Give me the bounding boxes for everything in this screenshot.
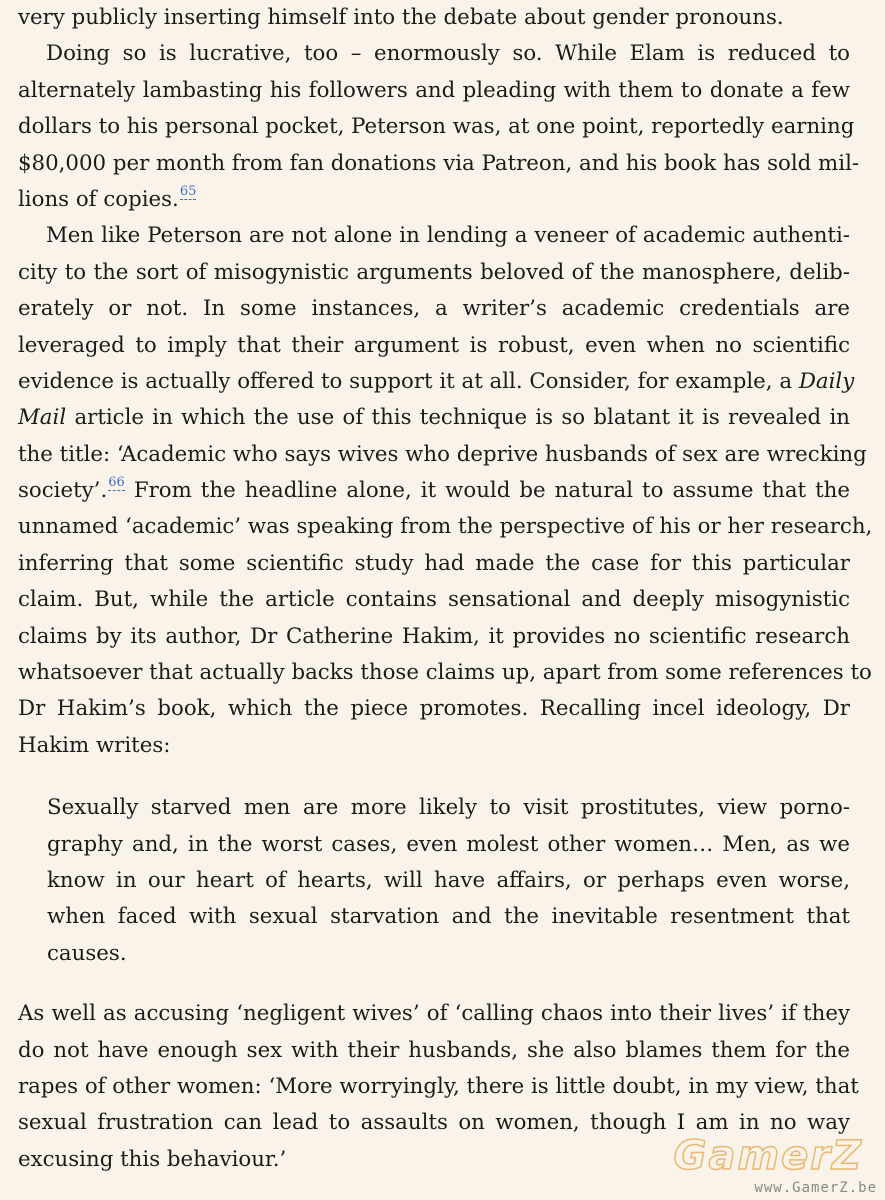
quote-line: causes.	[47, 940, 127, 966]
spacer	[18, 972, 850, 996]
text-line: unnamed ‘academic’ was speaking from the perspective of his or her research,	[18, 514, 873, 540]
blockquote	[47, 790, 850, 972]
text-line: city to the sort of misogynistic arguments beloved of the manosphere, delib-	[18, 259, 850, 285]
text-line: whatsoever that actually backs those claims up, apart from some references to	[18, 660, 872, 686]
text-line: sexual frustration can lead to assaults on women, though I am in no way	[18, 1110, 850, 1136]
text-line	[18, 400, 850, 436]
text-line: rapes of other women: ‘More worryingly, there is little doubt, in my view, that	[18, 1073, 859, 1099]
text-line: claim. But, while the article contains sensational and deeply misogynistic	[18, 587, 850, 613]
text-line: Dr Hakim’s book, which the piece promotes. Recalling incel ideology, Dr	[18, 696, 850, 722]
text-line: Men like Peterson are not alone in lending a veneer of academic authenti-	[46, 223, 850, 249]
quote-line: know in our heart of hearts, will have affairs, or perhaps even worse,	[47, 867, 850, 893]
quote-line: graphy and, in the worst cases, even molest other women… Men, as we	[47, 831, 850, 857]
spacer	[18, 764, 850, 790]
watermark-logo: GamerZ	[673, 1133, 863, 1179]
text-line: Hakim writes:	[18, 732, 171, 758]
quote-line: when faced with sexual starvation and the inevitable resentment that	[47, 904, 850, 930]
text-line	[18, 182, 850, 218]
text-fragment: evidence is actually offered to support it at all. Consider, for example, a	[18, 368, 793, 394]
watermark	[673, 1133, 877, 1196]
text-line	[18, 473, 850, 509]
text-line: As well as accusing ‘negligent wives’ of ‘calling chaos into their lives’ if they	[18, 1001, 850, 1027]
text-line: inferring that some scientific study had made the case for this particular	[18, 550, 850, 576]
footnote-link[interactable]: 66	[108, 475, 125, 491]
paragraph	[18, 36, 860, 218]
text-fragment: lions of copies.	[18, 186, 179, 212]
publication-name: Mail	[18, 405, 67, 431]
text-line: do not have enough sex with their husbands, she also blames them for the	[18, 1037, 850, 1063]
publication-name: Daily	[798, 368, 855, 394]
text-line: $80,000 per month from fan donations via Patreon, and his book has sold mil-	[18, 150, 860, 176]
text-line	[18, 364, 855, 400]
book-page	[18, 0, 873, 1178]
text-line: excusing this behaviour.’	[18, 1146, 287, 1172]
text-fragment: article in which the use of this technique is so blatant it is revealed in	[74, 405, 850, 431]
text-line: dollars to his personal pocket, Peterson was, at one point, reportedly earning	[18, 114, 855, 140]
text-fragment: society’.	[18, 478, 108, 504]
paragraph	[18, 218, 873, 764]
text-line: alternately lambasting his followers and pleading with them to donate a few	[18, 77, 850, 103]
footnote-link[interactable]: 65	[179, 183, 197, 199]
text-line: the title: ‘Academic who says wives who deprive husbands of sex are wrecking	[18, 441, 867, 467]
text-fragment: From the headline alone, it would be natural to assume that the	[133, 478, 850, 504]
text-line: erately or not. In some instances, a writer’s academic credentials are	[18, 296, 850, 322]
watermark-url: www.GamerZ.be	[754, 1180, 877, 1196]
text-line: leveraged to imply that their argument is robust, even when no scientific	[18, 332, 850, 358]
paragraph	[18, 0, 850, 36]
text-line: very publicly inserting himself into the debate about gender pronouns.	[18, 5, 784, 30]
text-line: claims by its author, Dr Catherine Hakim, it provides no scientific research	[18, 623, 850, 649]
text-line: Doing so is lucrative, too – enormously so. While Elam is reduced to	[46, 41, 850, 67]
quote-line: Sexually starved men are more likely to visit prostitutes, view porno-	[47, 795, 850, 821]
